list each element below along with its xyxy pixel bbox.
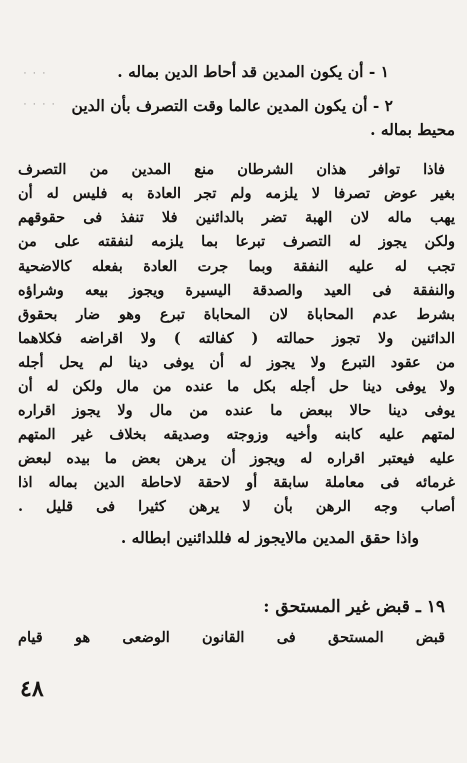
section-heading: ١٩ ـ قبض غير المستحق : — [263, 597, 445, 617]
paragraph-line: بغير عوض تصرفا لا يلزمه ولم تجر العادة به فليس له أن — [18, 185, 455, 202]
bleed-through-text: ٠ ٠ ٠ — [22, 66, 47, 79]
paragraph-line: والنفقة فى العيد والصدقة اليسيرة ويجوز بيعه وشراؤه — [18, 282, 455, 299]
paragraph-line: بشرط عدم المحاباة لان المحاباة تبرع وهو ضار بحقوق — [18, 306, 455, 323]
page-number: ٤٨ — [20, 676, 44, 702]
paragraph-line: يهب ماله لان الهبة تضر بالدائنين فلا تنفذ فى حقوقهم — [18, 209, 455, 226]
bleed-through-text: ٠ ٠ ٠ ٠ — [22, 97, 57, 110]
condition-2: ٢ - أن يكون المدين عالما وقت التصرف بأن الدين — [71, 96, 393, 115]
paragraph-line: ولكن يجوز له التصرف تبرعا بما يلزمه لنفقته على من — [18, 233, 455, 250]
paragraph-line: يوفى دينا حالا ببعض ما عنده من مال ولا يجوز اقراره — [18, 402, 455, 419]
paragraph-line: قبض المستحق فى القانون الوضعى هو قيام — [18, 629, 445, 646]
paragraph-line: واذا حقق المدين مالايجوز له فللدائنين ابطاله . — [120, 528, 419, 547]
paragraph-line: أصاب وجه الرهن بأن لا يرهن كثيرا فى قليل . — [18, 498, 455, 515]
condition-2-continued: محيط بماله . — [370, 120, 455, 139]
paragraph-line: فاذا توافر هذان الشرطان منع المدين من التصرف — [18, 161, 445, 178]
paragraph-line: غرمائه فى معاملة سابقة أو لاحقة لاحاطة الدين بماله اذا — [18, 474, 455, 491]
paragraph-line: ولا يوفى دينا حل أجله بكل ما عنده من مال ولكن له أن — [18, 378, 455, 395]
paragraph-line: من عقود التبرع ولا يجوز له أن يوفى دينا لم يحل أجله — [18, 354, 455, 371]
paragraph-line: عليه فيعتبر اقراره له ويجوز أن يرهن بعض ما بيده لبعض — [18, 450, 455, 467]
condition-1: ١ - أن يكون المدين قد أحاط الدين بماله . — [117, 62, 389, 81]
paragraph-line: تجب له عليه النفقة وبما جرت العادة بفعله كالاضحية — [18, 258, 455, 275]
paragraph-line: الدائنين ولا تجوز حمالته ( كفالته ) ولا اقراضه فكلاهما — [18, 330, 455, 347]
paragraph-line: لمتهم عليه كابنه وأخيه وزوجته وصديقه بخلاف غير المتهم — [18, 426, 455, 443]
